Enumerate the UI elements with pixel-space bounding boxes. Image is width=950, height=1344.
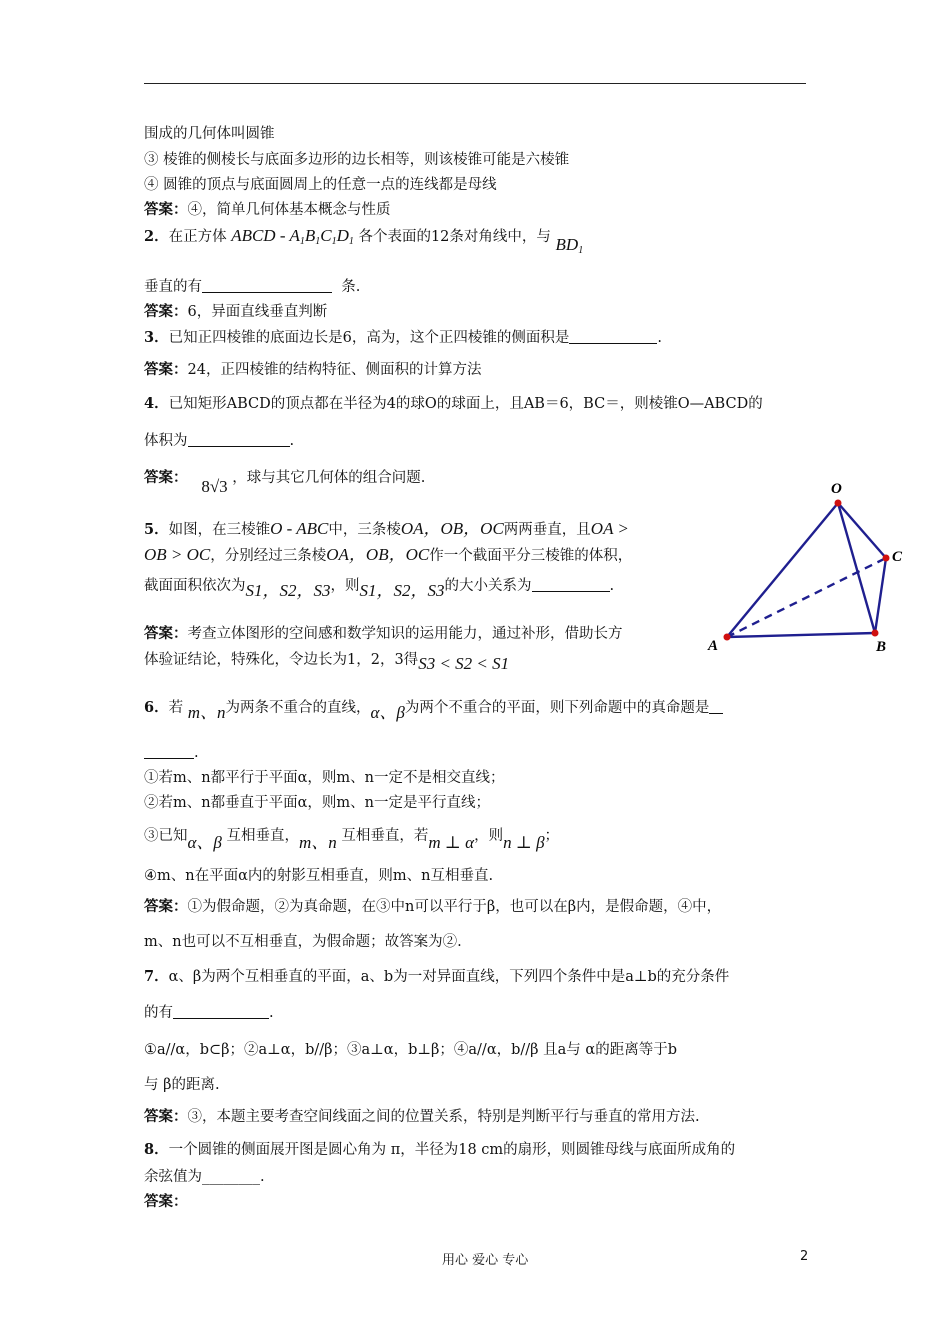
question-number: 5． bbox=[144, 521, 169, 538]
answer-text: 6，异面直线垂直判断 bbox=[187, 304, 328, 320]
answer-text: ③，本题主要考查空间线面之间的位置关系，特别是判断平行与垂直的常用方法. bbox=[187, 1109, 700, 1125]
answer-label: 答案： bbox=[144, 1108, 188, 1125]
question-text: 已知正四棱锥的底面边长是6，高为，这个正四棱锥的侧面积是 bbox=[168, 330, 570, 346]
math-8sqrt3: 8√3 bbox=[201, 477, 228, 496]
edge-AB bbox=[727, 633, 875, 637]
edge-BC bbox=[875, 558, 886, 633]
math-bd1-main: BD bbox=[555, 235, 579, 254]
text-line: ③ 棱锥的侧棱长与底面多边形的边长相等，则该棱锥可能是六棱锥 bbox=[144, 152, 570, 168]
math-edges: OA，OB，OC bbox=[326, 545, 430, 564]
question-4 bbox=[144, 394, 763, 414]
answer-7 bbox=[144, 1107, 700, 1127]
point-A bbox=[724, 634, 731, 641]
question-4-cont bbox=[144, 431, 294, 451]
label-B: B bbox=[876, 639, 887, 655]
question-text: 的有 bbox=[144, 1005, 173, 1021]
question-text: 截面面积依次为 bbox=[144, 578, 246, 594]
question-7 bbox=[144, 967, 729, 987]
option-text: ，则 bbox=[474, 828, 504, 844]
text-line: ④ 圆锥的顶点与底面圆周上的任意一点的连线都是母线 bbox=[144, 177, 497, 193]
page-number: 2 bbox=[800, 1249, 809, 1264]
answer-blank bbox=[709, 699, 723, 714]
answer-text: 考查立体图形的空间感和数学知识的运用能力，通过补形，借助长方 bbox=[187, 626, 623, 642]
question-text: 在正方体 bbox=[168, 229, 227, 245]
punctuation: . bbox=[289, 433, 295, 449]
text-line: 围成的几何体叫圆锥 bbox=[144, 126, 275, 142]
question-text: α、β为两个互相垂直的平面，a、b为一对异面直线，下列四个条件中是a⊥b的充分条件 bbox=[168, 969, 730, 985]
answer-5-line2 bbox=[144, 649, 510, 673]
option-3 bbox=[144, 825, 560, 852]
answer-text: ①为假命题，②为真命题，在③中n可以平行于β，也可以在β内，是假命题，④中， bbox=[187, 899, 722, 915]
option-1: ①若m、n都平行于平面α，则m、n一定不是相交直线； bbox=[144, 770, 505, 786]
math-perp: n ⊥ β bbox=[503, 833, 545, 852]
math-planes: α、β bbox=[187, 833, 222, 852]
math-ineq: OB > OC bbox=[144, 545, 211, 564]
math-ineq: OA > bbox=[590, 519, 629, 538]
math-lines: m、n bbox=[299, 833, 337, 852]
question-number: 7． bbox=[144, 968, 169, 985]
math-planes: α、β bbox=[370, 703, 405, 722]
question-2-cont bbox=[144, 277, 360, 297]
label-A: A bbox=[708, 638, 719, 654]
punctuation: . bbox=[194, 745, 199, 761]
question-number: 6． bbox=[144, 699, 169, 716]
answer-text: 24，正四棱锥的结构特征、侧面积的计算方法 bbox=[187, 362, 482, 378]
option-text: 互相垂直， bbox=[226, 828, 299, 844]
answer-label: 答案： bbox=[144, 1193, 188, 1210]
math-perp: m ⊥ α bbox=[428, 833, 475, 852]
question-8 bbox=[144, 1140, 735, 1160]
answer-text: ，球与其它几何体的组合问题. bbox=[232, 470, 426, 486]
answer-label: 答案： bbox=[144, 625, 188, 642]
option-text: 互相垂直，若 bbox=[341, 828, 429, 844]
question-text: 为两个不重合的平面，则下列命题中的真命题是 bbox=[404, 700, 710, 716]
math-cube-main: ABCD - A bbox=[231, 226, 300, 245]
punctuation: . bbox=[657, 330, 662, 346]
math-pyramid: O - ABC bbox=[270, 519, 329, 538]
answer-6-line2: m、n也可以不互相垂直，为假命题；故答案为②. bbox=[144, 934, 462, 950]
math-cube: ABCD - $A_1B_1C_1D_1$ bbox=[231, 226, 354, 247]
answer-blank bbox=[202, 278, 332, 293]
math-edges: OA，OB，OC bbox=[400, 519, 504, 538]
answer-blank bbox=[173, 1004, 269, 1019]
question-text: 体积为 bbox=[144, 433, 188, 449]
edge-OA bbox=[727, 503, 838, 637]
question-5-line1 bbox=[144, 519, 629, 540]
question-text: 两两垂直，且 bbox=[503, 522, 591, 538]
footer-motto: 用心 爱心 专心 bbox=[442, 1253, 529, 1268]
math-bd1: $BD_1$ bbox=[555, 235, 584, 256]
question-number: 4． bbox=[144, 395, 169, 412]
answer-1 bbox=[144, 200, 391, 220]
answer-6-line1 bbox=[144, 897, 721, 917]
header-rule bbox=[144, 83, 806, 84]
question-number: 2． bbox=[144, 228, 169, 245]
question-text: 若 bbox=[168, 700, 184, 716]
option-4: ④m、n在平面α内的射影互相垂直，则m、n互相垂直. bbox=[144, 868, 494, 884]
question-text: ，分别经过三条棱 bbox=[210, 548, 327, 564]
question-3 bbox=[144, 328, 662, 348]
question-text: 的大小关系为 bbox=[444, 578, 532, 594]
edge-AC-hidden bbox=[727, 558, 886, 637]
answer-8 bbox=[144, 1192, 188, 1212]
question-6 bbox=[144, 697, 723, 722]
pyramid-figure bbox=[700, 475, 915, 665]
question-number: 3． bbox=[144, 329, 169, 346]
answer-label: 答案： bbox=[144, 303, 188, 320]
answer-4 bbox=[144, 467, 426, 496]
question-text: 已知矩形ABCD的顶点都在半径为4的球O的球面上，且AB＝6，BC＝，则棱锥O—ABCD的 bbox=[168, 396, 763, 412]
answer-label: 答案： bbox=[144, 469, 188, 486]
punctuation: . bbox=[609, 578, 615, 594]
point-C bbox=[883, 555, 890, 562]
question-7-cont bbox=[144, 1003, 274, 1023]
question-text: 一个圆锥的侧面展开图是圆心角为 π，半径为18 cm的扇形，则圆锥母线与底面所成角的 bbox=[168, 1142, 736, 1158]
punctuation: . bbox=[269, 1005, 274, 1021]
point-O bbox=[835, 500, 842, 507]
question-text: 条. bbox=[341, 279, 361, 295]
math-areas: S1，S2，S3 bbox=[359, 581, 445, 600]
option-text: ③已知 bbox=[144, 828, 188, 844]
answer-blank bbox=[188, 432, 290, 447]
answer-blank bbox=[532, 577, 610, 592]
answer-blank bbox=[144, 744, 194, 759]
question-text: 作一个截面平分三棱锥的体积， bbox=[429, 548, 633, 564]
answer-label: 答案： bbox=[144, 201, 188, 218]
question-7-conditions: ①a//α，b⊂β；②a⊥α，b//β；③a⊥α，b⊥β；④a//α，b//β 且a与 α的距离等于b bbox=[144, 1042, 677, 1058]
question-text: ，则 bbox=[330, 578, 360, 594]
math-areas: S1，S2，S3 bbox=[245, 581, 331, 600]
question-text: 如图，在三棱锥 bbox=[168, 522, 271, 538]
answer-blank bbox=[569, 329, 657, 344]
answer-2 bbox=[144, 302, 327, 322]
answer-label: 答案： bbox=[144, 361, 188, 378]
answer-text: 体验证结论，特殊化，令边长为1，2，3得 bbox=[144, 652, 419, 668]
question-text: 各个表面的12条对角线中，与 bbox=[358, 229, 551, 245]
question-5-line3 bbox=[144, 575, 615, 600]
answer-label: 答案： bbox=[144, 898, 188, 915]
question-6-cont bbox=[144, 743, 199, 763]
question-text: 中，三条棱 bbox=[328, 522, 401, 538]
label-O: O bbox=[831, 481, 842, 497]
math-lines: m、n bbox=[187, 703, 226, 722]
answer-5-line1 bbox=[144, 624, 623, 644]
answer-3 bbox=[144, 360, 481, 380]
question-text: 为两条不重合的直线， bbox=[225, 700, 371, 716]
question-8-cont: 余弦值为________. bbox=[144, 1169, 265, 1185]
answer-text: ④，简单几何体基本概念与性质 bbox=[187, 202, 391, 218]
label-C: C bbox=[892, 549, 903, 565]
option-text: ； bbox=[544, 828, 560, 844]
question-5-line2 bbox=[144, 545, 632, 566]
point-B bbox=[872, 630, 879, 637]
question-2 bbox=[144, 226, 584, 256]
question-number: 8． bbox=[144, 1141, 169, 1158]
option-2: ②若m、n都垂直于平面α，则m、n一定是平行直线； bbox=[144, 795, 490, 811]
question-text: 垂直的有 bbox=[144, 279, 202, 295]
math-inequality: S3 < S2 < S1 bbox=[418, 654, 510, 673]
question-7-conditions-cont: 与 β的距离. bbox=[144, 1077, 220, 1093]
